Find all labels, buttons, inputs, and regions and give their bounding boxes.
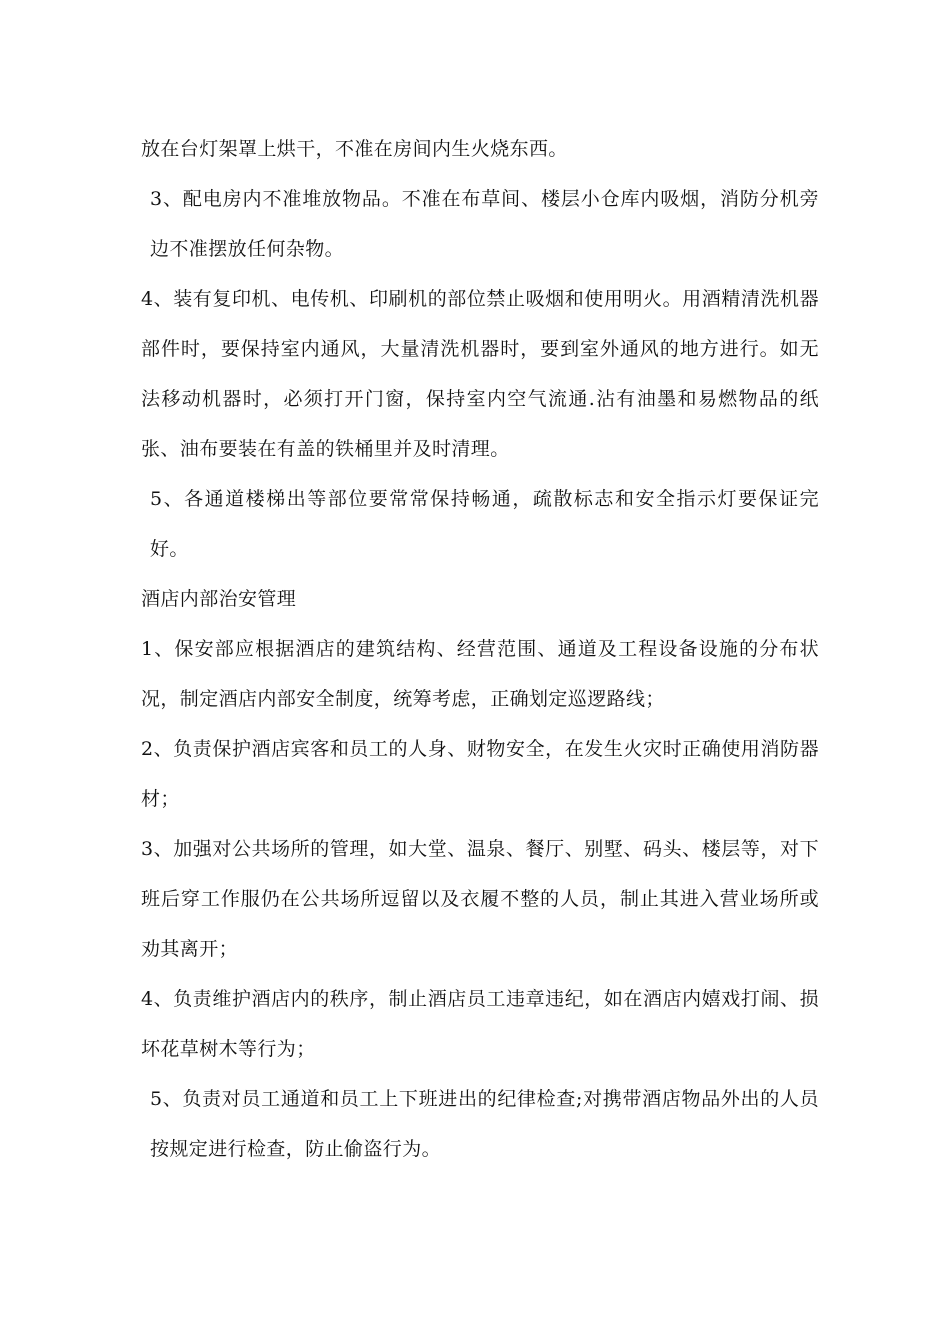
paragraph-2: 3、配电房内不准堆放物品。不准在布草间、楼层小仓库内吸烟，消防分机旁边不准摆放任何杂物。 <box>150 188 819 260</box>
document-body <box>141 124 819 1174</box>
paragraph-7: 3、加强对公共场所的管理，如大堂、温泉、餐厅、别墅、码头、楼层等，对下班后穿工作服仍在公共场所逗留以及衣履不整的人员，制止其进入营业场所或劝其离开； <box>141 838 819 960</box>
paragraph-9: 5、负责对员工通道和员工上下班进出的纪律检查;对携带酒店物品外出的人员按规定进行检查，防止偷盗行为。 <box>150 1088 819 1160</box>
paragraph-6: 2、负责保护酒店宾客和员工的人身、财物安全，在发生火灾时正确使用消防器材； <box>141 738 819 810</box>
paragraph-5: 1、保安部应根据酒店的建筑结构、经营范围、通道及工程设备设施的分布状况，制定酒店内部安全制度，统筹考虑，正确划定巡逻路线； <box>141 638 819 710</box>
paragraph-1: 放在台灯架罩上烘干，不准在房间内生火烧东西。 <box>141 138 568 160</box>
section-heading: 酒店内部治安管理 <box>141 588 297 610</box>
paragraph-3: 4、装有复印机、电传机、印刷机的部位禁止吸烟和使用明火。用酒精清洗机器部件时，要保持室内通风，大量清洗机器时，要到室外通风的地方进行。如无法移动机器时，必须打开门窗，保持室内空气流通.沾有油墨和易燃物品的纸张、油布要装在有盖的铁桶里并及时清理。 <box>141 288 819 460</box>
paragraph-8: 4、负责维护酒店内的秩序，制止酒店员工违章违纪，如在酒店内嬉戏打闹、损坏花草树木等行为； <box>141 988 819 1060</box>
paragraph-4: 5、各通道楼梯出等部位要常常保持畅通，疏散标志和安全指示灯要保证完好。 <box>150 488 819 560</box>
